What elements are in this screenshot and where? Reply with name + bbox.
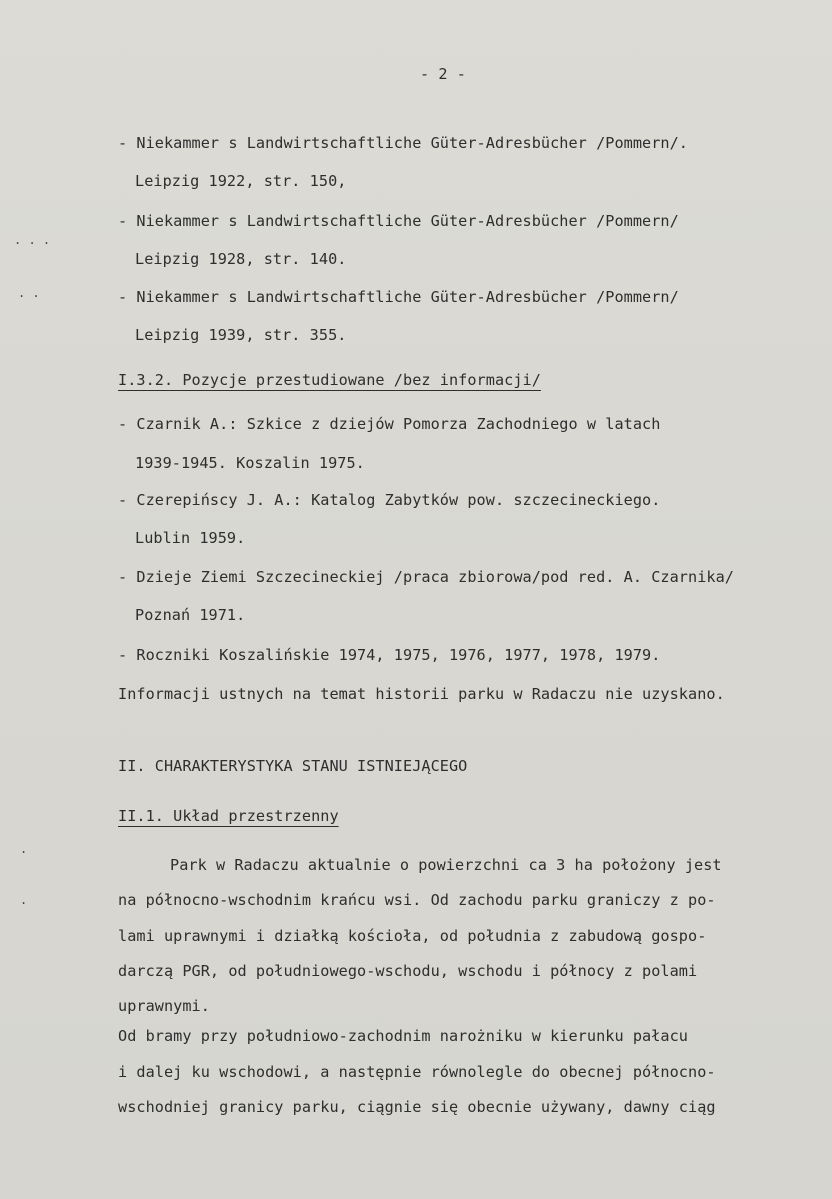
margin-mark: .	[20, 893, 28, 907]
paragraph-line: Park w Radaczu aktualnie o powierzchni ca 3 ha położony jest	[170, 856, 722, 874]
info-note: Informacji ustnych na temat historii parku w Radaczu nie uzyskano.	[118, 685, 725, 703]
bibliography-entry: - Czerepińscy J. A.: Katalog Zabytków pow. szczecineckiego.	[118, 491, 661, 509]
section-heading-1-3-2: I.3.2. Pozycje przestudiowane /bez informacji/	[118, 371, 541, 389]
paragraph-line: na północno-wschodnim krańcu wsi. Od zachodu parku graniczy z po-	[118, 891, 716, 909]
margin-mark: . .	[18, 286, 40, 300]
bibliography-entry: - Dzieje Ziemi Szczecineckiej /praca zbiorowa/pod red. A. Czarnika/	[118, 568, 734, 586]
section-heading-2-1: II.1. Układ przestrzenny	[118, 807, 339, 825]
paragraph-line: uprawnymi.	[118, 997, 210, 1015]
chapter-heading-2: II. CHARAKTERYSTYKA STANU ISTNIEJĄCEGO	[118, 757, 468, 775]
margin-mark: . . .	[14, 233, 51, 247]
paragraph-line: wschodniej granicy parku, ciągnie się obecnie używany, dawny ciąg	[118, 1098, 716, 1116]
bibliography-entry-cont: Poznań 1971.	[135, 606, 246, 624]
bibliography-entry: - Roczniki Koszalińskie 1974, 1975, 1976, 1977, 1978, 1979.	[118, 646, 661, 664]
paragraph-line: darczą PGR, od południowego-wschodu, wschodu i północy z polami	[118, 962, 698, 980]
paragraph-line: i dalej ku wschodowi, a następnie równolegle do obecnej północno-	[118, 1063, 716, 1081]
paragraph-line: lami uprawnymi i działką kościoła, od południa z zabudową gospo-	[118, 927, 707, 945]
margin-mark: .	[20, 842, 28, 856]
bibliography-entry: - Czarnik A.: Szkice z dziejów Pomorza Zachodniego w latach	[118, 415, 661, 433]
bibliography-entry: - Niekammer s Landwirtschaftliche Güter-Adresbücher /Pommern/	[118, 212, 679, 230]
bibliography-entry-cont: Leipzig 1922, str. 150,	[135, 172, 347, 190]
bibliography-entry: - Niekammer s Landwirtschaftliche Güter-Adresbücher /Pommern/	[118, 288, 679, 306]
bibliography-entry-cont: 1939-1945. Koszalin 1975.	[135, 454, 365, 472]
bibliography-entry-cont: Leipzig 1939, str. 355.	[135, 326, 347, 344]
bibliography-entry: - Niekammer s Landwirtschaftliche Güter-Adresbücher /Pommern/.	[118, 134, 689, 152]
bibliography-entry-cont: Leipzig 1928, str. 140.	[135, 250, 347, 268]
paragraph-line: Od bramy przy południowo-zachodnim narożniku w kierunku pałacu	[118, 1027, 689, 1045]
bibliography-entry-cont: Lublin 1959.	[135, 529, 246, 547]
page-number: - 2 -	[420, 65, 466, 83]
